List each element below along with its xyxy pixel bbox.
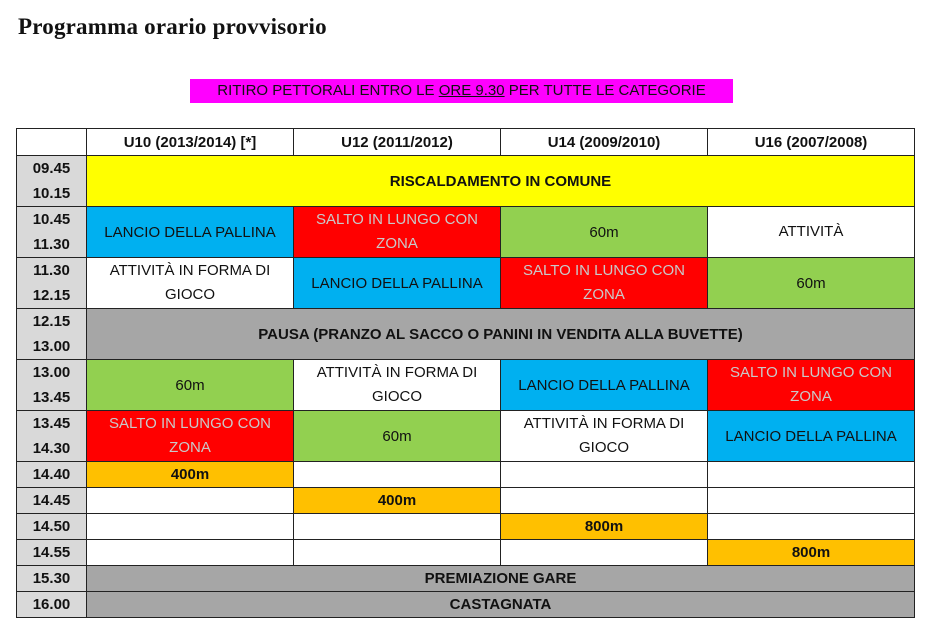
empty-cell <box>501 488 708 514</box>
time-cell: 15.30 <box>17 566 87 592</box>
empty-cell <box>87 488 294 514</box>
header-u10: U10 (2013/2014) [*] <box>87 129 294 156</box>
activity-cell-u14: SALTO IN LUNGO CON ZONA <box>501 258 708 309</box>
end-time: 13.45 <box>32 389 71 406</box>
start-time: 11.30 <box>33 262 70 279</box>
race-cell-u10: 400m <box>87 462 294 488</box>
empty-cell <box>294 514 501 540</box>
header-row <box>17 129 915 156</box>
time-cell <box>17 309 87 360</box>
notice-text-before: RITIRO PETTORALI ENTRO LE <box>217 82 439 99</box>
end-time: 12.15 <box>32 287 71 304</box>
bib-pickup-notice <box>190 79 733 103</box>
table-row <box>17 462 915 488</box>
time-cell: 14.55 <box>17 540 87 566</box>
header-u16: U16 (2007/2008) <box>708 129 915 156</box>
time-cell: 14.50 <box>17 514 87 540</box>
activity-cell-u10: ATTIVITÀ IN FORMA DI GIOCO <box>87 258 294 309</box>
table-row <box>17 540 915 566</box>
time-cell <box>17 411 87 462</box>
page-title: Programma orario provvisorio <box>18 14 327 39</box>
start-time: 13.00 <box>32 364 71 381</box>
time-cell: 16.00 <box>17 592 87 618</box>
activity-cell-u14: LANCIO DELLA PALLINA <box>501 360 708 411</box>
time-cell: 14.40 <box>17 462 87 488</box>
activity-cell-u16: 60m <box>708 258 915 309</box>
activity-cell-u12: LANCIO DELLA PALLINA <box>294 258 501 309</box>
end-time: 10.15 <box>32 185 71 202</box>
time-cell <box>17 258 87 309</box>
empty-cell <box>294 462 501 488</box>
time-cell <box>17 207 87 258</box>
activity-cell-u14: ATTIVITÀ IN FORMA DI GIOCO <box>501 411 708 462</box>
start-time: 13.45 <box>32 415 71 432</box>
race-cell-u14: 800m <box>501 514 708 540</box>
activity-cell-u10: SALTO IN LUNGO CON ZONA <box>87 411 294 462</box>
notice-text-after: PER TUTTE LE CATEGORIE <box>504 82 706 99</box>
activity-cell-u16: LANCIO DELLA PALLINA <box>708 411 915 462</box>
end-time: 14.30 <box>32 440 71 457</box>
empty-cell <box>294 540 501 566</box>
start-time: 09.45 <box>32 160 71 177</box>
table-row <box>17 488 915 514</box>
header-u14: U14 (2009/2010) <box>501 129 708 156</box>
awards-cell: PREMIAZIONE GARE <box>87 566 915 592</box>
table-row <box>17 360 915 411</box>
empty-cell <box>708 488 915 514</box>
table-row <box>17 592 915 618</box>
activity-cell-u16: ATTIVITÀ <box>708 207 915 258</box>
start-time: 10.45 <box>32 211 71 228</box>
race-cell-u16: 800m <box>708 540 915 566</box>
table-row <box>17 258 915 309</box>
notice-deadline-time: ORE 9.30 <box>438 82 505 99</box>
table-row <box>17 566 915 592</box>
chestnut-party-cell: CASTAGNATA <box>87 592 915 618</box>
table-row <box>17 514 915 540</box>
header-time <box>17 129 87 156</box>
schedule-table <box>16 128 915 618</box>
lunch-break-cell: PAUSA (PRANZO AL SACCO O PANINI IN VENDITA ALLA BUVETTE) <box>87 309 915 360</box>
empty-cell <box>708 462 915 488</box>
end-time: 11.30 <box>33 236 70 253</box>
empty-cell <box>87 540 294 566</box>
warmup-cell: RISCALDAMENTO IN COMUNE <box>87 156 915 207</box>
activity-cell-u12: ATTIVITÀ IN FORMA DI GIOCO <box>294 360 501 411</box>
table-row <box>17 207 915 258</box>
race-cell-u12: 400m <box>294 488 501 514</box>
time-cell <box>17 360 87 411</box>
time-cell: 14.45 <box>17 488 87 514</box>
activity-cell-u10: 60m <box>87 360 294 411</box>
activity-cell-u16: SALTO IN LUNGO CON ZONA <box>708 360 915 411</box>
activity-cell-u14: 60m <box>501 207 708 258</box>
table-row <box>17 411 915 462</box>
start-time: 12.15 <box>32 313 71 330</box>
table-row <box>17 309 915 360</box>
activity-cell-u10: LANCIO DELLA PALLINA <box>87 207 294 258</box>
empty-cell <box>501 540 708 566</box>
time-cell <box>17 156 87 207</box>
header-u12: U12 (2011/2012) <box>294 129 501 156</box>
activity-cell-u12: 60m <box>294 411 501 462</box>
empty-cell <box>501 462 708 488</box>
activity-cell-u12: SALTO IN LUNGO CON ZONA <box>294 207 501 258</box>
empty-cell <box>87 514 294 540</box>
end-time: 13.00 <box>32 338 71 355</box>
table-row <box>17 156 915 207</box>
empty-cell <box>708 514 915 540</box>
